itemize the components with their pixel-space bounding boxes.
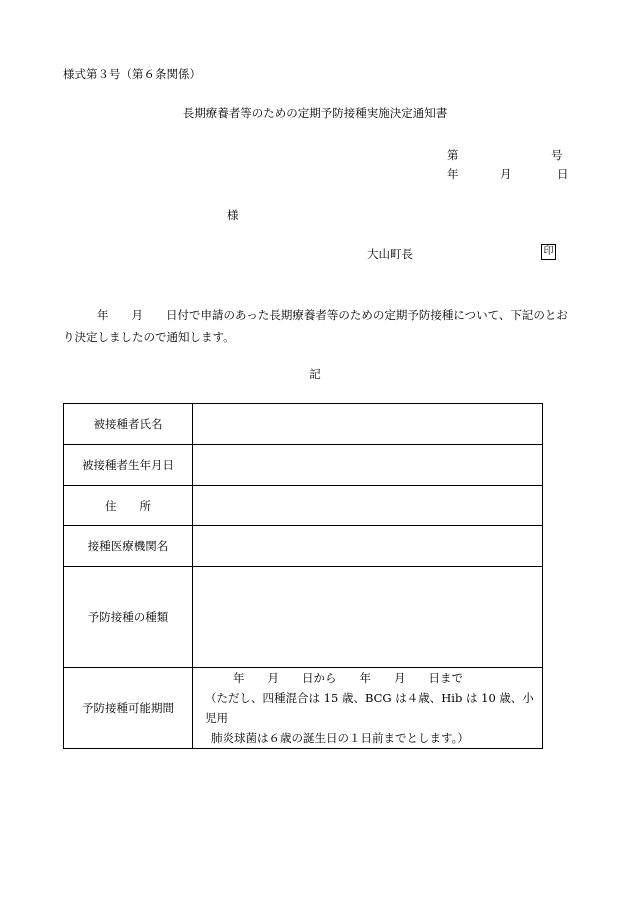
table-row <box>64 404 543 445</box>
label-vaccination-period: 予防接種可能期間 <box>64 668 193 749</box>
form-number: 様式第３号（第６条関係） <box>63 67 201 81</box>
date-month-label: 月 <box>500 167 512 181</box>
value-address <box>193 486 543 526</box>
period-range-line: 年 月 日から 年 月 日まで <box>233 671 463 685</box>
document-number-prefix: 第 <box>447 148 459 162</box>
document-number-suffix: 号 <box>551 148 563 162</box>
period-note-line-2: 肺炎球菌は６歳の誕生日の１日前までとします。） <box>211 731 469 745</box>
value-birth-date <box>193 445 543 486</box>
label-vaccination-type: 予防接種の種類 <box>64 567 193 668</box>
period-note-line-1: （ただし、四種混合は 15 歳、BCG は４歳、Hib は 10 歳、小児用 <box>205 691 534 725</box>
value-vaccination-period <box>193 668 543 749</box>
document-title: 長期療養者等のための定期予防接種実施決定通知書 <box>182 106 448 120</box>
addressee-honorific: 様 <box>227 208 239 222</box>
seal-stamp: 印 <box>541 244 556 260</box>
ki-heading: 記 <box>309 367 321 381</box>
date-day-label: 日 <box>557 167 569 181</box>
label-recipient-name: 被接種者氏名 <box>64 404 193 445</box>
table-row <box>64 567 543 668</box>
value-medical-institution <box>193 526 543 567</box>
issuer-name: 大山町長 <box>367 247 413 261</box>
notice-body-text: 年 月 日付で申請のあった長期療養者等のための定期予防接種について、下記のとおり決定しましたので通知します。 <box>63 308 568 344</box>
table-row <box>64 668 543 749</box>
label-medical-institution: 接種医療機関名 <box>64 526 193 567</box>
label-address: 住 所 <box>64 486 193 526</box>
value-vaccination-type <box>193 567 543 668</box>
table-row <box>64 526 543 567</box>
date-year-label: 年 <box>447 167 459 181</box>
table-row <box>64 445 543 486</box>
value-recipient-name <box>193 404 543 445</box>
details-table <box>63 403 543 749</box>
label-birth-date: 被接種者生年月日 <box>64 445 193 486</box>
table-row <box>64 486 543 526</box>
